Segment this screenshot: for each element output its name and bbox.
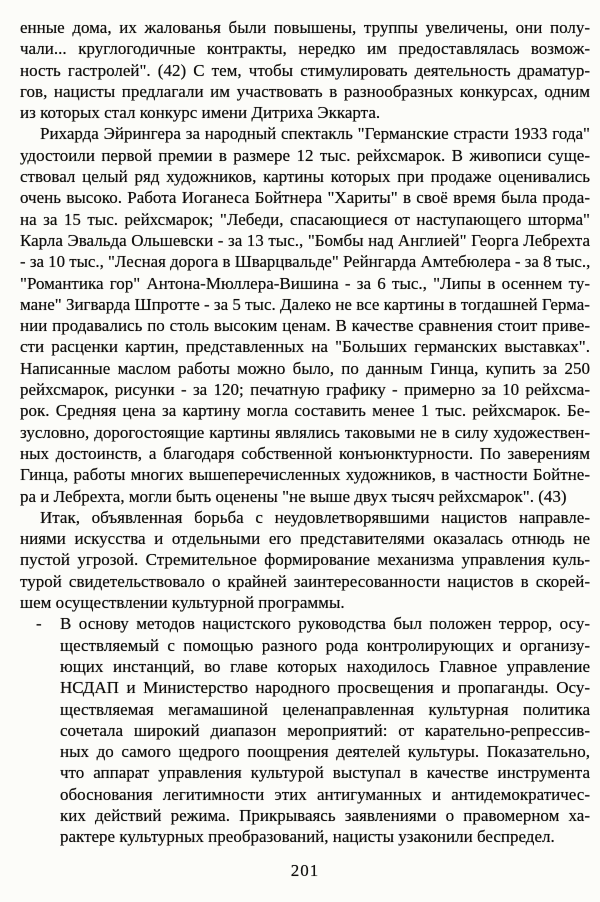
text-line: из которых стал конкурс имени Дитриха Эккарта. <box>20 103 381 123</box>
text-line: обоснования легитимности этих антигуманных и антидемократичес- <box>60 784 590 804</box>
text-line: рактере культурных преобразований, нацисты узаконили беспредел. <box>60 827 555 847</box>
dash-marker: - <box>36 614 42 634</box>
text-line: ществляемый с помощью разного рода контролирующих и организу- <box>60 635 590 655</box>
text-line: В основу методов нацистского руководства был положен террор, осу- <box>60 614 590 634</box>
text-line: на за 15 тыс. рейхсмарок; "Лебеди, спасающиеся от наступающего шторма" <box>20 209 590 229</box>
text-line: ких действий режима. Прикрываясь заявлениями о правомерном ха- <box>60 805 590 825</box>
text-line: - за 10 тыс., "Лесная дорога в Шварцвальде" Рейнгарда Амтебюлера - за 8 тыс., <box>20 252 591 272</box>
text-line: ществляемая мегамашиной целенаправленная культурная политика <box>60 699 590 719</box>
text-line: очень высоко. Работа Иоганеса Бойтнера "Хариты" в своё время была прода- <box>20 188 590 208</box>
dash-paragraph <box>36 613 590 847</box>
text-line: что аппарат управления культурой выступал в качестве инструмента <box>60 763 590 783</box>
text-line: Гинца, работы многих вышеперечисленных художников, в частности Бойтне- <box>20 465 590 485</box>
text-line: пустой угрозой. Стремительное формирование механизма управления куль- <box>20 550 590 570</box>
text-line: турой свидетельствовало о крайней заинтересованности нацистов в скорей- <box>20 571 590 591</box>
text-line: шем осуществлении культурной программы. <box>20 593 345 613</box>
text-line: ность гастролей". (42) С тем, чтобы стимулировать деятельность драматур- <box>20 60 590 80</box>
text-line: нии продавались по столь высоким ценам. В качестве сравнения стоит приве- <box>20 316 590 336</box>
text-line: Карла Эвальда Ольшевски - за 13 тыс., "Бомбы над Англией" Георга Лебрехта <box>20 230 590 250</box>
text-line: ниями искусства и отдельными его представителями оказалась отнюдь не <box>20 529 590 549</box>
paragraph <box>20 123 590 506</box>
text-line: енные дома, их жалованья были повышены, труппы увеличены, они полу- <box>20 18 590 37</box>
text-line: НСДАП и Министерство народного просвещения и пропаганды. Осу- <box>60 678 590 698</box>
text-line: "Романтика гор" Антона-Мюллера-Вишина - за 6 тыс., "Липы в осеннем ту- <box>20 273 590 293</box>
text-line: зусловно, дорогостоящие картины являлись таковыми не в силу художествен- <box>20 422 590 442</box>
text-line: гов, нацисты предлагали им участвовать в разнообразных конкурсах, одним <box>20 81 590 101</box>
text-line: мане" Зигварда Шпротте - за 5 тыс. Далеко не все картины в тогдашней Герма- <box>20 294 590 314</box>
paragraph <box>20 507 590 613</box>
text-line: ствовал целый ряд художников, картины которых при продаже оценивались <box>20 167 590 187</box>
text-line: ных достоинств, а благодаря собственной конъюнктурности. По заверениям <box>20 443 590 463</box>
text-line: ра и Лебрехта, могли быть оценены "не выше двух тысяч рейхсмарок". (43) <box>20 486 567 506</box>
text-line: сти расценки картин, представленных на "Больших германских выставках". <box>20 337 590 357</box>
page-number: 201 <box>290 861 320 880</box>
paragraph <box>20 17 590 123</box>
text-line: чали... круглогодичные контракты, нередко им предоставлялась возмож- <box>20 39 590 59</box>
text-line: сочетала широкий диапазон мероприятий: от карательно-репрессив- <box>60 720 590 740</box>
text-line: ных до самого щедрого поощрения деятелей культуры. Показательно, <box>60 742 590 762</box>
text-line: Написанные маслом работы можно было, по данным Гинца, купить за 250 <box>20 358 590 378</box>
text-line: рок. Средняя цена за картину могла составить менее 1 тыс. рейхсмарок. Бе- <box>20 401 590 421</box>
text-line: рейхсмарок, рисунки - за 120; печатную графику - примерно за 10 рейхсма- <box>20 380 590 400</box>
text-line: удостоили первой премии в размере 12 тыс. рейхсмарок. В живописи суще- <box>20 145 590 165</box>
text-line: ющих инстанций, во главе которых находилось Главное управление <box>60 656 590 676</box>
text-line: Рихарда Эйрингера за народный спектакль "Германские страсти 1933 года" <box>40 124 590 144</box>
text-block <box>20 17 590 848</box>
text-line: Итак, объявленная борьба с неудовлетворявшими нацистов направле- <box>40 507 590 527</box>
